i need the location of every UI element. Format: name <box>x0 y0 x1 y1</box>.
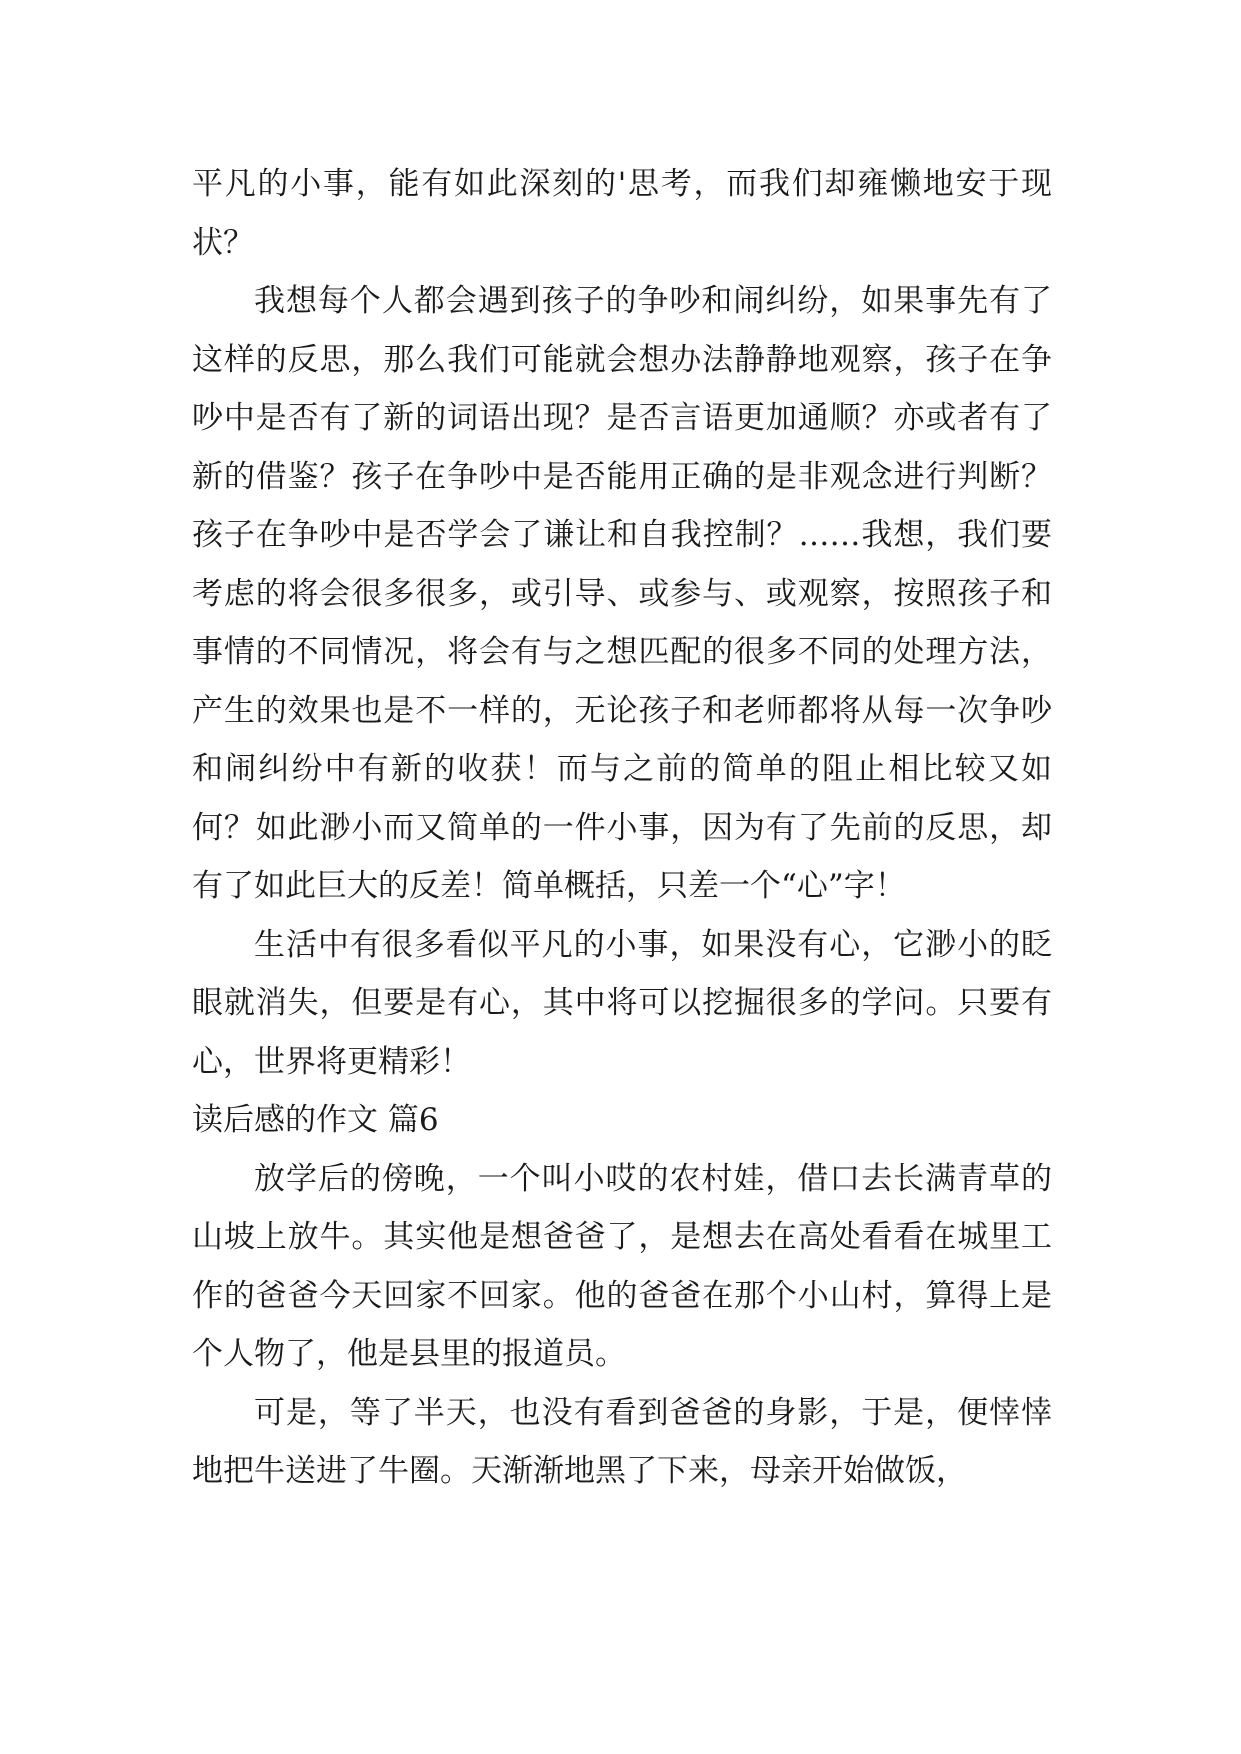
section-heading: 读后感的作文 篇6 <box>192 1102 439 1138</box>
paragraph-4: 放学后的傍晚，一个叫小哎的农村娃，借口去长满青草的山坡上放牛。其实他是想爸爸了，是想去在高处看看在城里工作的爸爸今天回家不回家。他的爸爸在那个小山村，算得上是个人物了，他是县里的报道员。 <box>192 1160 1052 1372</box>
document-body <box>192 155 1052 1501</box>
paragraph-5: 可是，等了半天，也没有看到爸爸的身影，于是，便悻悻地把牛送进了牛圈。天渐渐地黑了下来，母亲开始做饭， <box>192 1394 1052 1489</box>
paragraph-1: 平凡的小事，能有如此深刻的'思考，而我们却雍懒地安于现状？ <box>192 166 1052 261</box>
paragraph-3: 生活中有很多看似平凡的小事，如果没有心，它渺小的眨眼就消失，但要是有心，其中将可以挖掘很多的学问。只要有心，世界将更精彩！ <box>192 926 1052 1080</box>
paragraph-2: 我想每个人都会遇到孩子的争吵和闹纠纷，如果事先有了这样的反思，那么我们可能就会想办法静静地观察，孩子在争吵中是否有了新的词语出现？是否言语更加通顺？亦或者有了新的借鉴？孩子在争吵中是否能用正确的是非观念进行判断？孩子在争吵中是否学会了谦让和自我控制？……我想，我们要考虑的将会很多很多，或引导、或参与、或观察，按照孩子和事情的不同情况，将会有与之想匹配的很多不同的处理方法，产生的效果也是不一样的，无论孩子和老师都将从每一次争吵和闹纠纷中有新的收获！而与之前的简单的阻止相比较又如何？如此渺小而又简单的一件小事，因为有了先前的反思，却有了如此巨大的反差！简单概括，只差一个“心”字！ <box>192 283 1052 904</box>
